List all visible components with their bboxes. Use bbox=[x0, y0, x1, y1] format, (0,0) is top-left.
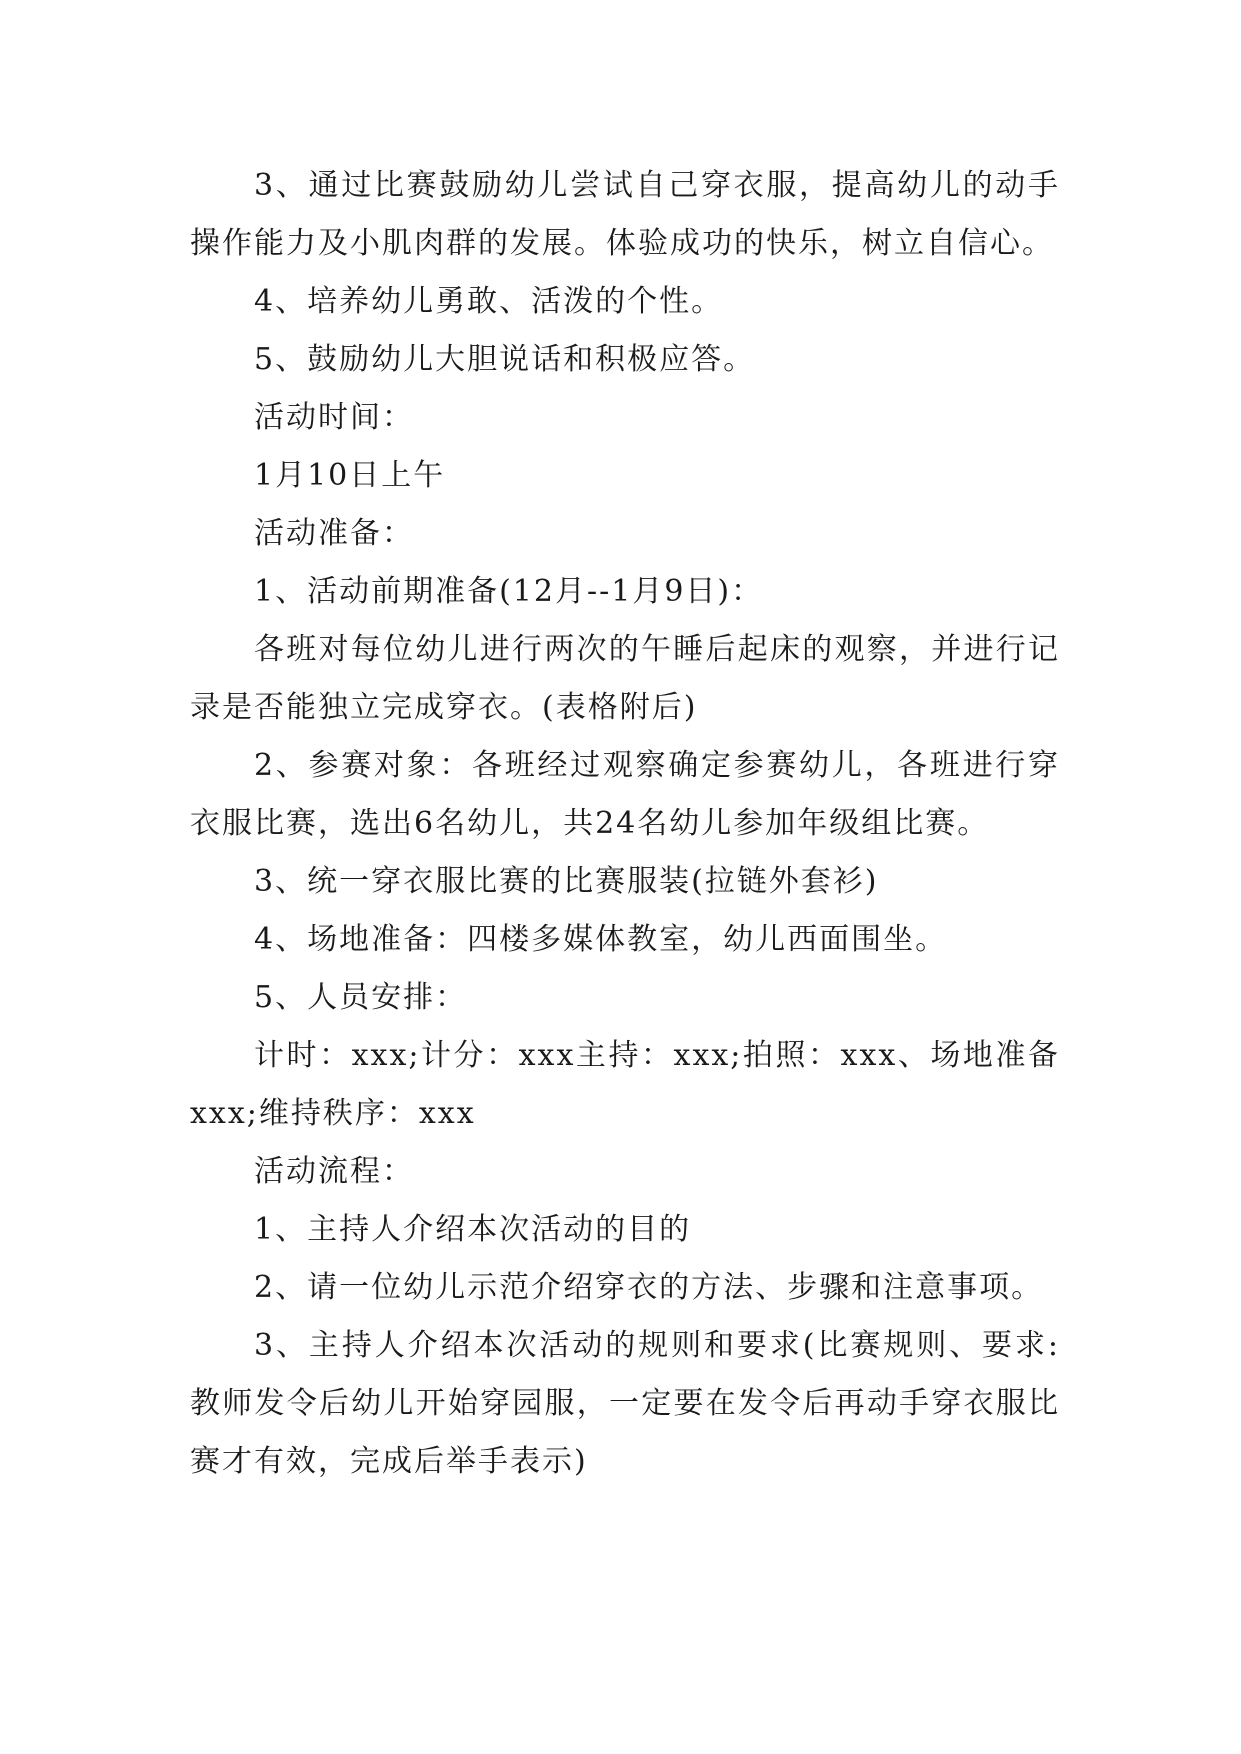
heading-activity-time: 活动时间： bbox=[254, 400, 414, 435]
heading-activity-preparation: 活动准备： bbox=[254, 516, 414, 551]
paragraph-flow-3: 3、主持人介绍本次活动的规则和要求(比赛规则、要求:教师发令后幼儿开始穿园服，一定要在发令后再动手穿衣服比赛才有效，完成后举手表示) bbox=[190, 1328, 1060, 1479]
paragraph-prep-3: 3、统一穿衣服比赛的比赛服装(拉链外套衫) bbox=[254, 864, 879, 899]
paragraph-goal-4: 4、培养幼儿勇敢、活泼的个性。 bbox=[254, 284, 724, 319]
paragraph-staff: 计时：xxx;计分：xxx主持：xxx;拍照：xxx、场地准备xxx;维持秩序：xxx bbox=[190, 1038, 1060, 1131]
paragraph-goal-3: 3、通过比赛鼓励幼儿尝试自己穿衣服，提高幼儿的动手操作能力及小肌肉群的发展。体验成功的快乐，树立自信心。 bbox=[190, 168, 1060, 261]
paragraph-flow-2: 2、请一位幼儿示范介绍穿衣的方法、步骤和注意事项。 bbox=[254, 1270, 1044, 1305]
document-body bbox=[190, 157, 1060, 1491]
paragraph-prep-1: 1、活动前期准备(12月--1月9日)： bbox=[254, 574, 764, 609]
paragraph-prep-4: 4、场地准备：四楼多媒体教室，幼儿西面围坐。 bbox=[254, 922, 948, 957]
paragraph-activity-date: 1月10日上午 bbox=[254, 458, 446, 493]
paragraph-goal-5: 5、鼓励幼儿大胆说话和积极应答。 bbox=[254, 342, 756, 377]
paragraph-prep-2: 2、参赛对象：各班经过观察确定参赛幼儿，各班进行穿衣服比赛，选出6名幼儿，共24名幼儿参加年级组比赛。 bbox=[190, 748, 1060, 841]
paragraph-prep-observation: 各班对每位幼儿进行两次的午睡后起床的观察，并进行记录是否能独立完成穿衣。(表格附后) bbox=[190, 632, 1060, 725]
paragraph-prep-5: 5、人员安排： bbox=[254, 980, 468, 1015]
paragraph-flow-1: 1、主持人介绍本次活动的目的 bbox=[254, 1212, 692, 1247]
heading-activity-flow: 活动流程： bbox=[254, 1154, 414, 1189]
